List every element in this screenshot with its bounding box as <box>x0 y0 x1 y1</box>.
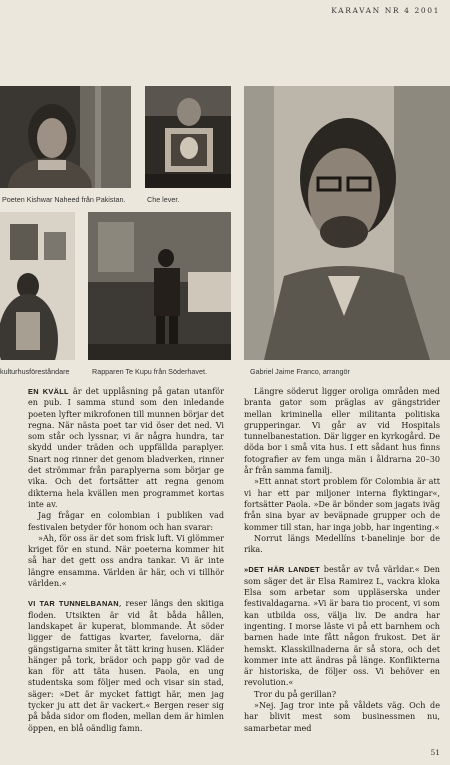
paragraph <box>244 564 440 688</box>
paragraph: »Ah, för oss är det som frisk luft. Vi glömmer kriget för en stund. När poeterna kommer hit så har det gett oss andra tankar. Vi är inte längre ensamma. Världen är här, och vi tillhör världen.« <box>28 532 224 589</box>
paragraph <box>28 598 224 734</box>
caption-kulturhus: kulturhusföreståndare <box>0 367 70 376</box>
page-number: 51 <box>430 748 440 757</box>
paragraph: »Nej. Jag tror inte på våldets väg. Och de har blivit mest som businessmen nu, samarbetar med <box>244 700 440 733</box>
photo-gabriel-jaime-franco <box>244 86 450 360</box>
photo-poet-kishwar-naheed <box>0 86 131 188</box>
caption-gabriel: Gabriel Jaime Franco, arrangör <box>250 367 350 376</box>
caption-te-kupu: Rapparen Te Kupu från Söderhavet. <box>92 367 207 376</box>
caption-che: Che lever. <box>147 195 180 204</box>
running-head: KARAVAN NR 4 2001 <box>331 6 440 15</box>
run-in-heading: EN KVÄLL <box>28 387 69 396</box>
paragraph-text: , reser längs den skitiga floden. Utsikten är vid åt båda hållen, landskapet är kuperat, blommande. Åt söder ligger de fattigas kvarter, favelorna, där gängstigarna smiter åt tätt kring husen. Kläder hänger på tork, brädor och papp gör vad de kan för att täta husen. Paola, en ung studentska som följer med och visar sin stad, säger: »Det är mycket fattigt här, men jag tycker ju att det är vackert.« Bergen reser sig på båda sidor om floden, mellan dem är himlen öppen, en blå oändlig famn. <box>28 598 224 733</box>
photo-che-lever <box>145 86 231 188</box>
paragraph-text: är det upplåsning på gatan utanför en pub. I samma stund som den inledande poeten lyfter mikrofonen till munnen börjar det regna. När nästa poet tar vid öser det ned. Vi som står och lyssnar, vi är några hundra, tar skydd under träden och uppfällda paraplyer. Snart nog rinner det genom bladverken, rinner det strömmar från paraplyerna som börjar ge vika. Och det fortsätter att regna genom dikterna hela kvällen men programmet kortas inte av. <box>28 386 224 509</box>
run-in-heading: VI TAR TUNNELBANAN <box>28 599 119 609</box>
paragraph: Jag frågar en colombian i publiken vad festivalen betyder för honom och han svarar: <box>28 510 224 532</box>
run-in-heading: »DET HÄR LANDET <box>244 565 320 575</box>
paragraph: »Ett annat stort problem för Colombia är att vi har ett par miljoner interna flyktingar«, fortsätter Paola. »De är bönder som jagats iväg från sina byar av beväpnade grupper och de kommer till stan, har inga jobb, har ingenting.« <box>244 476 440 532</box>
paragraph: Längre söderut ligger oroliga områden med branta gator som präglas av gängstrider mellan kriminella eller militanta politiska grupperingar. Vi går av vid Hospitals tunnelbanestation. Där ligger en kyrkogård. De döda bor i små vita hus. I ett sådant hus finns fotografier av fem unga män i åldrarna 20–30 år från samma familj. <box>244 386 440 476</box>
paragraph <box>28 386 224 510</box>
paragraph-text: består av två världar.« Den som säger det är Elsa Ramirez L, vackra kloka Elsa som arbetar som uppläserska under festivaldagarna. »Vi är bara tio procent, vi som kan utbilda oss, välja liv. De andra har ingenting. I morse läste vi på ett barnhem och barnen hade inte fått någon frukost. Det är hemskt. Klasskillnaderna är så stora, och det kommer inte att ändras på länge. Konflikterna är historiska, de följer oss. Vi behöver en revolution.« <box>244 564 441 688</box>
caption-poet: Poeten Kishwar Naheed från Pakistan. <box>2 195 126 204</box>
paragraph: Norrut längs Medellíns t-banelinje bor de rika. <box>244 532 440 555</box>
photo-rapparen-te-kupu <box>88 212 231 360</box>
article-left-column <box>28 386 224 734</box>
photo-kulturhusforestandare <box>0 212 75 360</box>
article-right-column <box>244 386 440 734</box>
paragraph: Tror du på gerillan? <box>254 688 337 699</box>
